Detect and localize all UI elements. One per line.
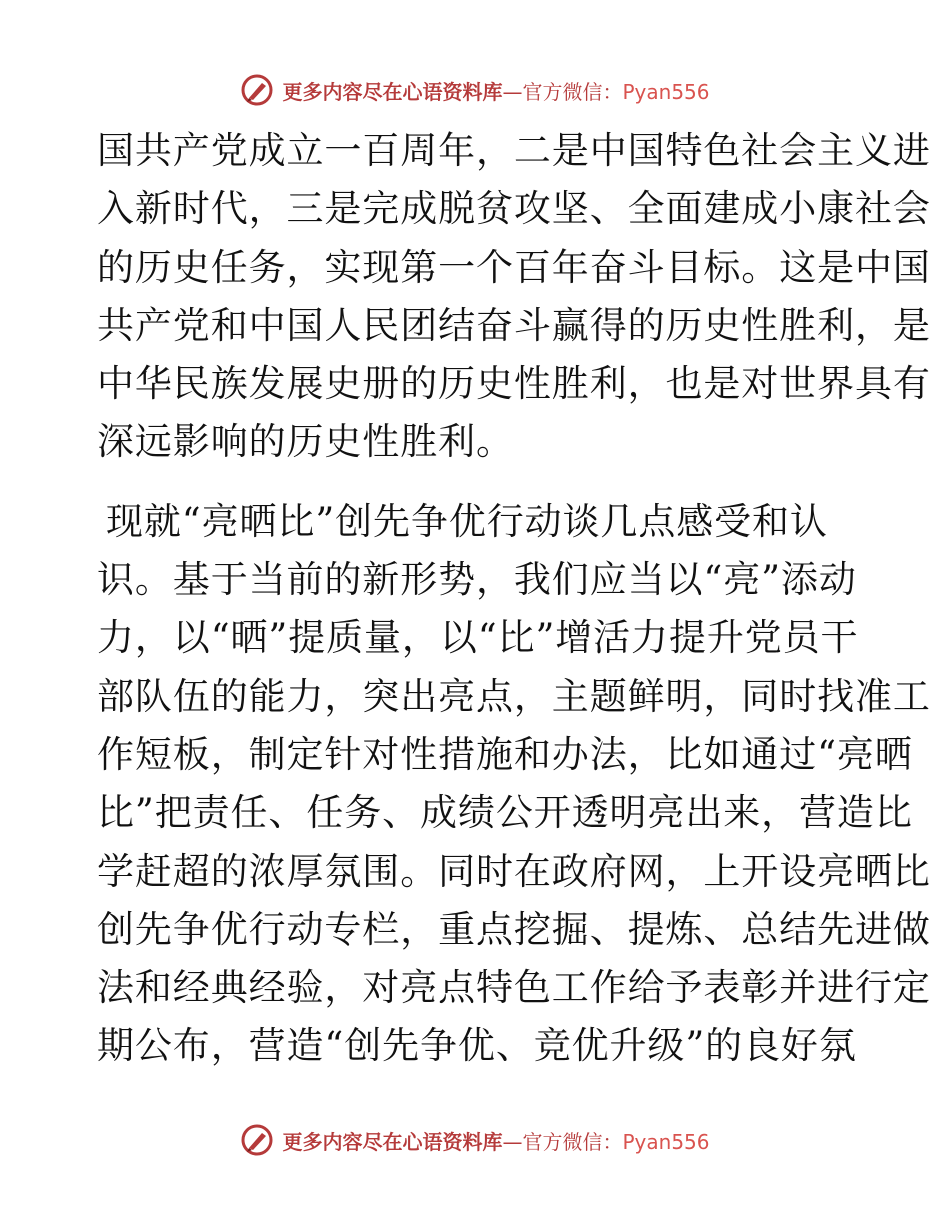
header-site-text: 更多内容尽在心语资料库 <box>282 79 503 104</box>
footer-banner <box>0 1118 950 1162</box>
footer-banner-text <box>282 1126 709 1155</box>
text-line: 比”把责任、任务、成绩公开透明亮出来，营造比 <box>97 791 913 835</box>
header-banner <box>0 68 950 112</box>
text-line: 中华民族发展史册的历史性胜利，也是对世界具有 <box>97 362 931 406</box>
paragraph-1 <box>97 122 931 472</box>
text-line: 作短板，制定针对性措施和办法，比如通过“亮晒 <box>97 732 913 776</box>
text-line: 力，以“晒”提质量，以“比”增活力提升党员干 <box>97 616 859 660</box>
document-body <box>97 122 931 1076</box>
text-line: 深远影响的历史性胜利。 <box>97 420 514 464</box>
header-wechat-id: Pyan556 <box>622 79 710 104</box>
paragraph-2 <box>97 493 931 1076</box>
text-line: 的历史任务，实现第一个百年奋斗目标。这是中国 <box>97 245 931 289</box>
text-line: 识。基于当前的新形势，我们应当以“亮”添动 <box>97 558 857 602</box>
text-line: 学赶超的浓厚氛围。同时在政府网，上开设亮晒比 <box>97 849 931 893</box>
text-line: 国共产党成立一百周年，二是中国特色社会主义进 <box>97 129 931 172</box>
footer-wechat-id: Pyan556 <box>622 1129 710 1154</box>
pen-logo-icon <box>240 1123 274 1157</box>
header-banner-text <box>282 76 709 105</box>
text-line: 期公布，营造“创先争优、竞优升级”的良好氛 <box>97 1024 857 1068</box>
text-line: 现就“亮晒比”创先争优行动谈几点感受和认 <box>106 499 828 543</box>
footer-site-text: 更多内容尽在心语资料库 <box>282 1129 503 1154</box>
pen-logo-icon <box>240 73 274 107</box>
text-line: 创先争优行动专栏，重点挖掘、提炼、总结先进做 <box>97 907 931 951</box>
text-line: 部队伍的能力，突出亮点，主题鲜明，同时找准工 <box>97 674 931 718</box>
text-line: 法和经典经验，对亮点特色工作给予表彰并进行定 <box>97 966 931 1010</box>
text-line: 共产党和中国人民团结奋斗赢得的历史性胜利，是 <box>97 303 931 347</box>
footer-wechat-label: 官方微信： <box>522 1129 623 1154</box>
footer-dash: — <box>502 1129 523 1154</box>
header-wechat-label: 官方微信： <box>522 79 623 104</box>
text-line: 入新时代，三是完成脱贫攻坚、全面建成小康社会 <box>97 187 931 231</box>
header-dash: — <box>502 79 523 104</box>
